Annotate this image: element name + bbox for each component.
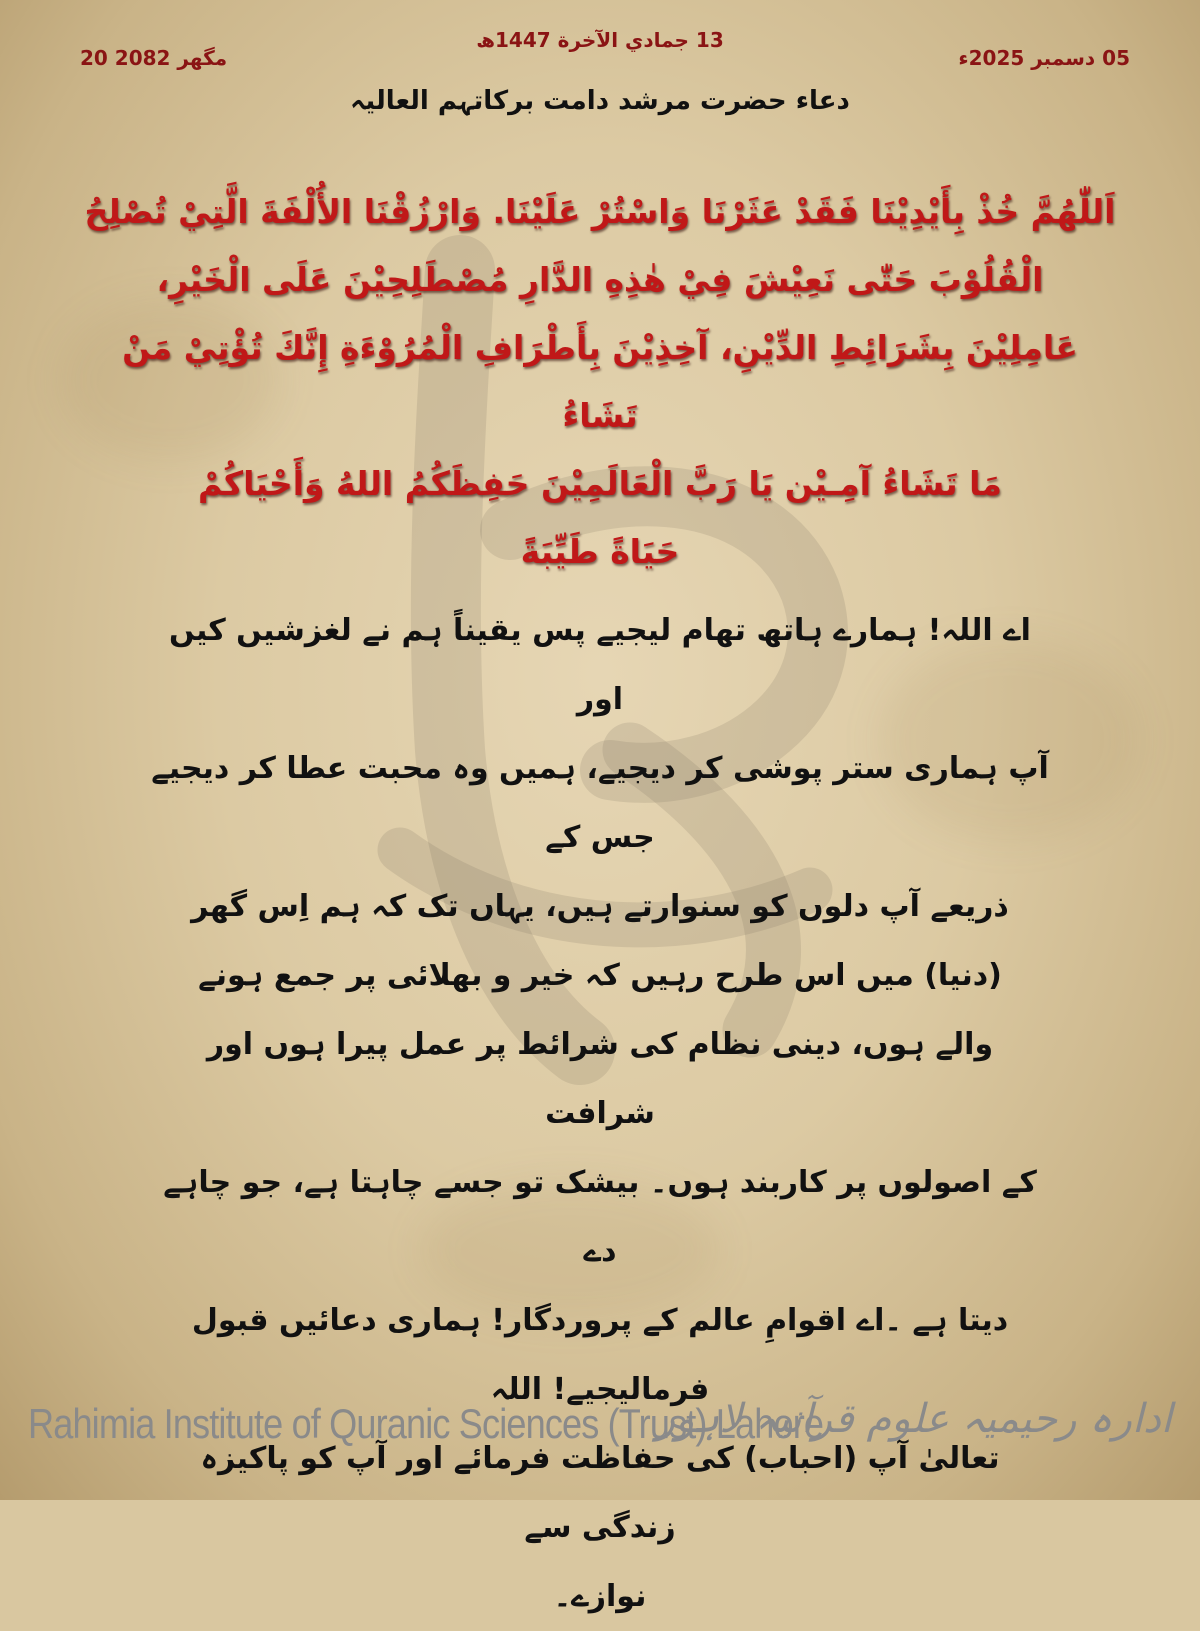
urdu-translation-line: آپ ہماری ستر پوشی کر دیجیے، ہمیں وہ محبت عطا کر دیجیے جس کے (151, 751, 1049, 855)
urdu-translation-line: والے ہوں، دینی نظام کی شرائط پر عمل پیرا ہوں اور شرافت (206, 1027, 994, 1131)
arabic-dua-line: الْقُلُوْبَ حَتّٰى نَعِيْشَ فِيْ هٰذِهِ الدَّارِ مُصْطَلِحِيْنَ عَلَى الْخَيْرِ، (156, 260, 1044, 299)
urdu-translation-line: دیتا ہے ۔اے اقوامِ عالم کے پروردگار! ہماری دعائیں قبول فرمالیجیے! اللہ (191, 1303, 1009, 1407)
arabic-dua-line: اَللّٰهُمَّ خُذْ بِأَيْدِيْنَا فَقَدْ عَثَرْنَا وَاسْتُرْ عَلَيْنَا. وَارْزُقْنَا الأُلْفَةَ الَّتِيْ تُصْلِحُ (84, 192, 1116, 231)
urdu-translation-line: ذریعے آپ دلوں کو سنوارتے ہیں، یہاں تک کہ ہم اِس گھر (191, 889, 1009, 924)
arabic-dua-line: حَيَاةً طَيِّبَةً (520, 532, 680, 571)
arabic-dua (80, 178, 1120, 586)
institute-name-urdu-logo: ادارہ رحیمیہ علوم قرآنیہ لاہور (655, 1396, 1172, 1442)
page-title: دعاء حضرت مرشد دامت برکاتہم العالیہ (350, 86, 850, 116)
bikrami-date: 20 مگھر 2082 (80, 46, 228, 70)
urdu-translation-line: اے اللہ! ہمارے ہاتھ تھام لیجیے پس یقیناً ہم نے لغزشیں کیں اور (169, 613, 1031, 717)
institute-name-english: Rahimia Institute of Quranic Sciences (Trust) Lahore (28, 1400, 824, 1447)
urdu-translation-line: تعالیٰ آپ (احباب) کی حفاظت فرمائے اور آپ کو پاکیزہ زندگی سے (200, 1441, 1000, 1545)
gregorian-date: 05 دسمبر 2025ء (958, 46, 1130, 70)
urdu-translation-line: (دنیا) میں اس طرح رہیں کہ خیر و بھلائی پر جمع ہونے (198, 958, 1002, 993)
arabic-dua-line: عَامِلِيْنَ بِشَرَائِطِ الدِّيْنِ، آخِذِيْنَ بِأَطْرَافِ الْمُرُوْءَةِ إِنَّكَ تُؤْتِيْ مَنْ تَشَاءُ (122, 328, 1078, 435)
urdu-translation-line: نوازے۔ (553, 1579, 647, 1614)
footer (0, 1392, 1200, 1472)
urdu-translation (150, 596, 1050, 1631)
urdu-translation-line: کے اصولوں پر کاربند ہوں۔ بیشک تو جسے چاہتا ہے، جو چاہے دے (163, 1165, 1037, 1269)
hijri-date: 13 جمادي الآخرة 1447ھ (476, 28, 724, 52)
arabic-dua-line: مَا تَشَاءُ آمِـيْن يَا رَبَّ الْعَالَمِيْنَ حَفِظَكُمُ اللهُ وَأَحْيَاكُمْ (198, 464, 1002, 503)
